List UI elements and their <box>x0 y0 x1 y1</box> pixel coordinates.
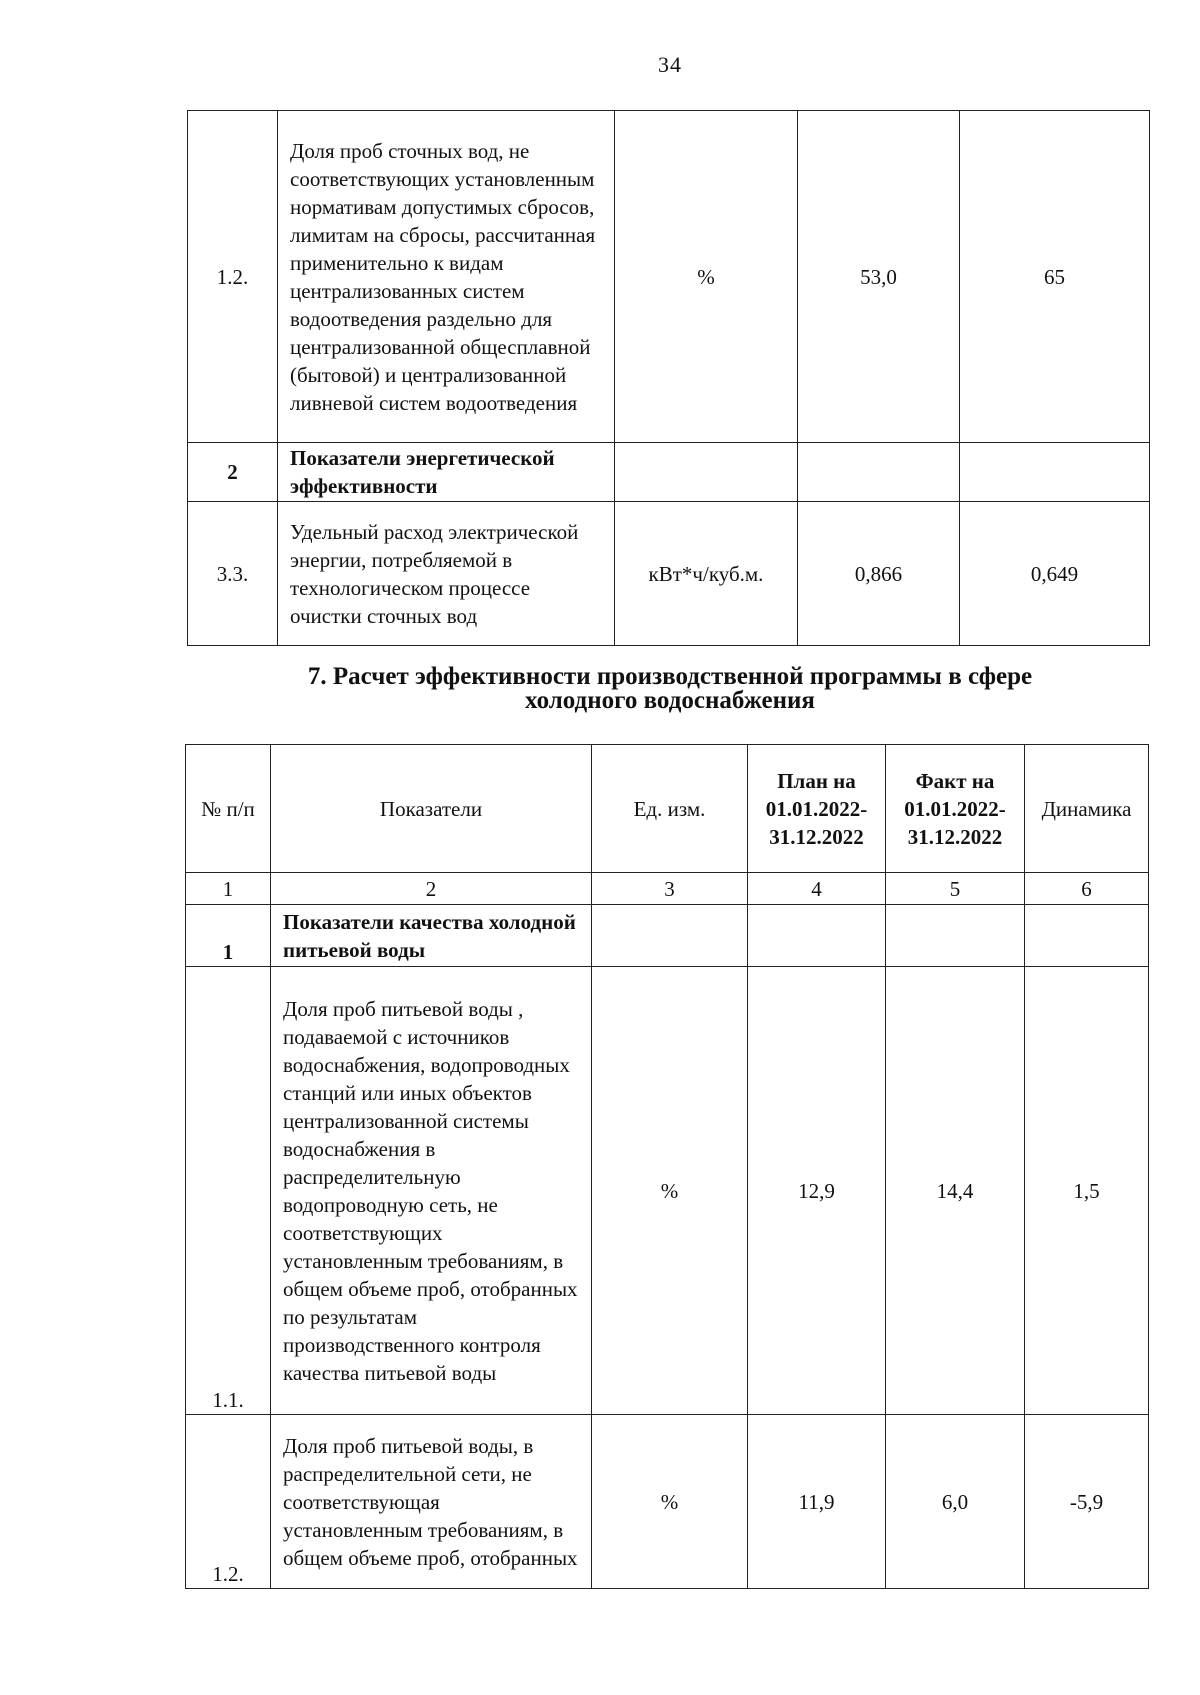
column-number: 1 <box>186 873 271 905</box>
header-plan: План на 01.01.2022-31.12.2022 <box>748 745 886 873</box>
dynamics-cell <box>1025 905 1149 967</box>
indicator-text: Удельный расход электрической энергии, потребляемой в технологическом процессе очистки сточных вод <box>278 502 615 646</box>
plan-cell <box>798 443 960 502</box>
row-number: 1 <box>186 905 271 967</box>
row-number: 1.2. <box>188 111 278 443</box>
table-header-row <box>186 745 1149 873</box>
column-number-row <box>186 873 1149 905</box>
column-number: 6 <box>1025 873 1149 905</box>
dynamics-cell: -5,9 <box>1025 1415 1149 1589</box>
header-dynamics: Динамика <box>1025 745 1149 873</box>
unit-cell <box>615 443 798 502</box>
section-title-line-2: холодного водоснабжения <box>525 687 815 714</box>
fact-cell: 65 <box>960 111 1150 443</box>
unit-cell <box>592 905 748 967</box>
unit-cell: кВт*ч/куб.м. <box>615 502 798 646</box>
unit-cell: % <box>615 111 798 443</box>
column-number: 4 <box>748 873 886 905</box>
fact-cell: 0,649 <box>960 502 1150 646</box>
fact-cell: 6,0 <box>886 1415 1025 1589</box>
plan-cell: 53,0 <box>798 111 960 443</box>
table-row <box>188 443 1150 502</box>
top-indicators-table <box>187 110 1150 646</box>
indicator-text: Показатели качества холодной питьевой воды <box>271 905 592 967</box>
plan-cell: 11,9 <box>748 1415 886 1589</box>
fact-cell <box>886 905 1025 967</box>
table-row <box>186 967 1149 1415</box>
row-number: 2 <box>188 443 278 502</box>
page-number: 34 <box>658 52 682 77</box>
unit-cell: % <box>592 967 748 1415</box>
header-fact: Факт на 01.01.2022-31.12.2022 <box>886 745 1025 873</box>
row-number: 3.3. <box>188 502 278 646</box>
plan-cell: 0,866 <box>798 502 960 646</box>
section-title <box>180 665 1160 713</box>
indicator-text: Доля проб питьевой воды , подаваемой с источников водоснабжения, водопроводных станций или иных объектов централизованной системы водоснабжения в распределительную водопроводную сеть, не соответствующих установленным требованиям, в общем объеме проб, отобранных по результатам производственного контроля качества питьевой воды <box>271 967 592 1415</box>
indicator-text: Доля проб сточных вод, не соответствующих установленным нормативам допустимых сбросов, лимитам на сбросы, рассчитанная применительно к видам централизованных систем водоотведения раздельно для централизованной общесплавной (бытовой) и централизованной ливневой систем водоотведения <box>278 111 615 443</box>
table-row <box>188 502 1150 646</box>
header-num: № п/п <box>186 745 271 873</box>
row-number: 1.2. <box>186 1415 271 1589</box>
plan-cell <box>748 905 886 967</box>
dynamics-cell: 1,5 <box>1025 967 1149 1415</box>
fact-cell <box>960 443 1150 502</box>
indicator-text: Показатели энергетической эффективности <box>278 443 615 502</box>
indicator-text: Доля проб питьевой воды, в распределительной сети, не соответствующая установленным требованиям, в общем объеме проб, отобранных <box>271 1415 592 1589</box>
column-number: 3 <box>592 873 748 905</box>
header-indicator: Показатели <box>271 745 592 873</box>
cold-water-efficiency-table <box>185 744 1149 1589</box>
fact-cell: 14,4 <box>886 967 1025 1415</box>
unit-cell: % <box>592 1415 748 1589</box>
header-unit: Ед. изм. <box>592 745 748 873</box>
section-title-line-1: 7. Расчет эффективности производственной программы в сфере <box>307 663 1033 690</box>
table-row <box>186 1415 1149 1589</box>
column-number: 2 <box>271 873 592 905</box>
table-row <box>188 111 1150 443</box>
column-number: 5 <box>886 873 1025 905</box>
row-number: 1.1. <box>186 967 271 1415</box>
table-row <box>186 905 1149 967</box>
plan-cell: 12,9 <box>748 967 886 1415</box>
